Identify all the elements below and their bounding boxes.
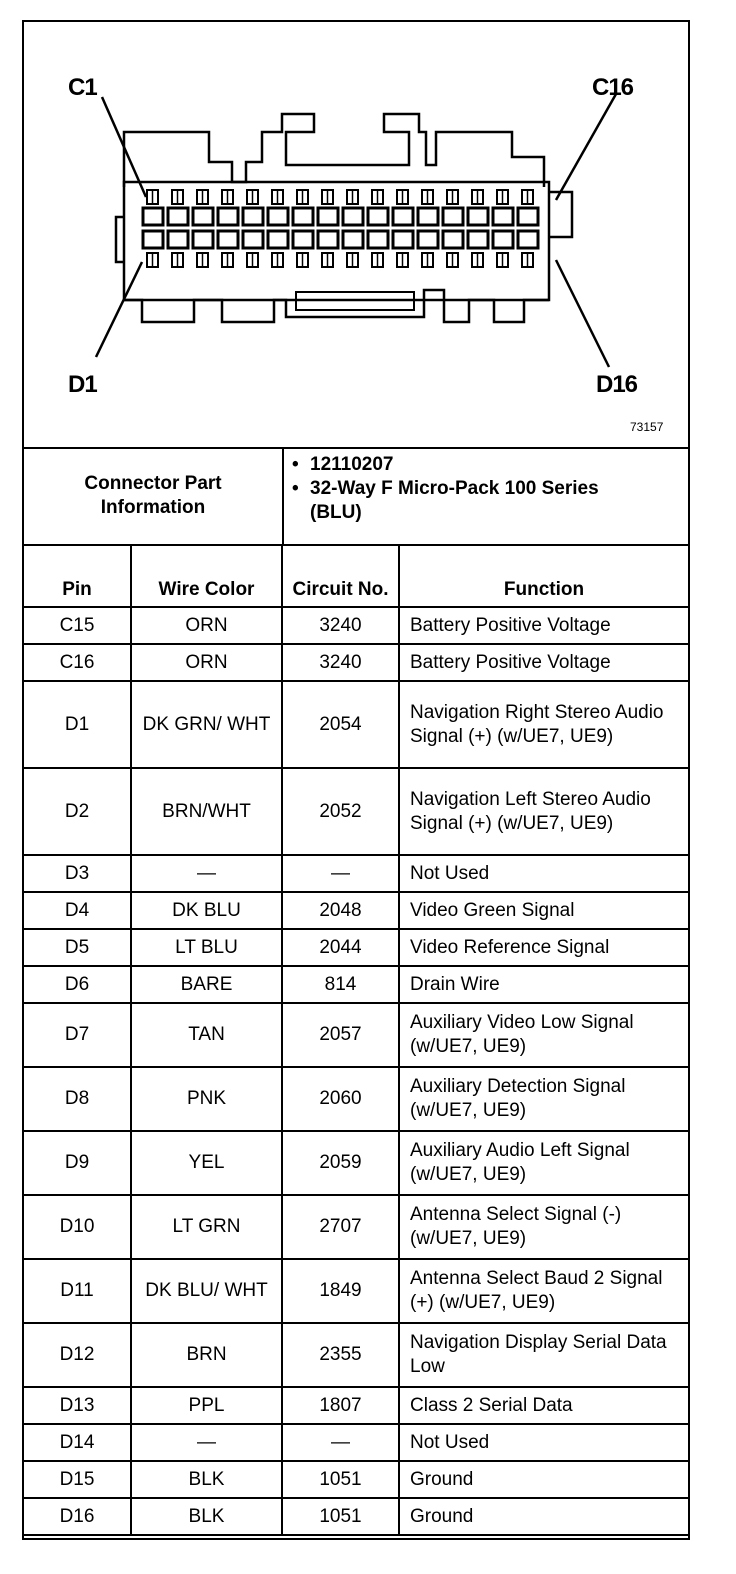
cell-function: Class 2 Serial Data (399, 1387, 688, 1424)
pin-cavity-c (293, 208, 313, 225)
cell-circuit-no: 2060 (282, 1067, 399, 1131)
table-row (24, 1195, 688, 1259)
cell-function: Antenna Select Signal (-) (w/UE7, UE9) (399, 1195, 688, 1259)
cell-circuit-no: 1807 (282, 1387, 399, 1424)
cell-function: Video Reference Signal (399, 929, 688, 966)
cell-wire-color: BLK (131, 1498, 282, 1535)
callout-c1: C1 (68, 74, 97, 101)
cell-pin: D1 (24, 681, 131, 768)
cell-wire-color: DK BLU (131, 892, 282, 929)
cell-function: Battery Positive Voltage (399, 607, 688, 644)
table-header-row (24, 544, 688, 607)
pin-cavity-c (418, 208, 438, 225)
connector-part-number: • 12110207 (288, 453, 610, 477)
cell-function: Navigation Display Serial Data Low (399, 1323, 688, 1387)
cell-circuit-no: — (282, 1424, 399, 1461)
table-row (24, 1461, 688, 1498)
pin-cavity-c (243, 208, 263, 225)
callout-d16: D16 (596, 371, 638, 398)
cell-wire-color: BRN/WHT (131, 768, 282, 855)
pin-cavity-c (518, 208, 538, 225)
cell-function: Not Used (399, 1424, 688, 1461)
pin-cavity-d (368, 231, 388, 248)
cell-circuit-no: 2054 (282, 681, 399, 768)
cell-pin: D9 (24, 1131, 131, 1195)
cell-pin: D16 (24, 1498, 131, 1535)
pin-cavity-d (318, 231, 338, 248)
pin-cavity-d (243, 231, 263, 248)
cell-wire-color: DK BLU/ WHT (131, 1259, 282, 1323)
pin-cavity-c (143, 208, 163, 225)
cell-pin: D10 (24, 1195, 131, 1259)
pin-cavity-d (143, 231, 163, 248)
pin-cavity-d (418, 231, 438, 248)
cell-function: Not Used (399, 855, 688, 892)
pin-cavity-c (218, 208, 238, 225)
pin-cavity-d (293, 231, 313, 248)
connector-diagram (24, 22, 688, 449)
table-row (24, 768, 688, 855)
connector-info-list (288, 453, 610, 525)
pin-cavity-c (493, 208, 513, 225)
cell-wire-color: ORN (131, 607, 282, 644)
cell-wire-color: LT BLU (131, 929, 282, 966)
cell-pin: D15 (24, 1461, 131, 1498)
cell-circuit-no: 2059 (282, 1131, 399, 1195)
cell-wire-color: PNK (131, 1067, 282, 1131)
pin-cavity-d (468, 231, 488, 248)
cell-function: Battery Positive Voltage (399, 644, 688, 681)
cell-circuit-no: 2057 (282, 1003, 399, 1067)
cell-function: Auxiliary Detection Signal (w/UE7, UE9) (399, 1067, 688, 1131)
cell-wire-color: BLK (131, 1461, 282, 1498)
table-row (24, 1323, 688, 1387)
cell-pin: D5 (24, 929, 131, 966)
pinout-table (24, 544, 688, 1536)
cell-wire-color: PPL (131, 1387, 282, 1424)
cell-circuit-no: 3240 (282, 644, 399, 681)
header-wire-color: Wire Color (131, 544, 282, 607)
pin-cavity-c (443, 208, 463, 225)
pin-cavity-d (218, 231, 238, 248)
pin-cavity-d (168, 231, 188, 248)
pin-cavity-c (468, 208, 488, 225)
cell-function: Navigation Left Stereo Audio Signal (+) (w/UE7, UE9) (399, 768, 688, 855)
table-row (24, 1424, 688, 1461)
cell-circuit-no: 1051 (282, 1498, 399, 1535)
table-row (24, 1003, 688, 1067)
pin-cavity-d (443, 231, 463, 248)
cell-function: Auxiliary Audio Left Signal (w/UE7, UE9) (399, 1131, 688, 1195)
table-row (24, 929, 688, 966)
cell-circuit-no: 1849 (282, 1259, 399, 1323)
cell-pin: D6 (24, 966, 131, 1003)
pin-cavity-c (193, 208, 213, 225)
table-row (24, 644, 688, 681)
cell-wire-color: ORN (131, 644, 282, 681)
cell-function: Ground (399, 1498, 688, 1535)
pin-cavity-d (493, 231, 513, 248)
pin-cavity-c (268, 208, 288, 225)
table-row (24, 681, 688, 768)
connector-info (24, 447, 688, 546)
pin-cavity-d (518, 231, 538, 248)
table-row (24, 1067, 688, 1131)
pin-cavity-d (343, 231, 363, 248)
connector-info-label (24, 447, 284, 544)
callout-d1: D1 (68, 371, 97, 398)
connector-face-illustration (24, 22, 688, 447)
table-row (24, 1498, 688, 1535)
cell-circuit-no: 2052 (282, 768, 399, 855)
cell-function: Drain Wire (399, 966, 688, 1003)
cell-function: Auxiliary Video Low Signal (w/UE7, UE9) (399, 1003, 688, 1067)
cell-wire-color: BRN (131, 1323, 282, 1387)
pin-cavity-c (393, 208, 413, 225)
cell-pin: C15 (24, 607, 131, 644)
callout-c16: C16 (592, 74, 634, 101)
cell-pin: D8 (24, 1067, 131, 1131)
cell-circuit-no: — (282, 855, 399, 892)
cell-pin: D2 (24, 768, 131, 855)
cell-pin: D7 (24, 1003, 131, 1067)
header-circuit-no: Circuit No. (282, 544, 399, 607)
cell-wire-color: YEL (131, 1131, 282, 1195)
table-row (24, 892, 688, 929)
cell-pin: D14 (24, 1424, 131, 1461)
table-row (24, 1387, 688, 1424)
cell-pin: D12 (24, 1323, 131, 1387)
figure-number: 73157 (630, 420, 664, 434)
pin-cavity-c (343, 208, 363, 225)
connector-info-label-text: Connector Part Information (84, 472, 222, 518)
pin-cavity-d (393, 231, 413, 248)
cell-wire-color: — (131, 1424, 282, 1461)
cell-function: Antenna Select Baud 2 Signal (+) (w/UE7, UE9) (399, 1259, 688, 1323)
cell-wire-color: TAN (131, 1003, 282, 1067)
cell-circuit-no: 2707 (282, 1195, 399, 1259)
connector-description: • 32-Way F Micro-Pack 100 Series (BLU) (288, 477, 610, 525)
table-row (24, 607, 688, 644)
pin-cavity-c (368, 208, 388, 225)
pin-cavity-c (318, 208, 338, 225)
cell-pin: D13 (24, 1387, 131, 1424)
cell-function: Navigation Right Stereo Audio Signal (+) (w/UE7, UE9) (399, 681, 688, 768)
cell-circuit-no: 814 (282, 966, 399, 1003)
cell-circuit-no: 2048 (282, 892, 399, 929)
cell-circuit-no: 1051 (282, 1461, 399, 1498)
table-row (24, 966, 688, 1003)
connector-sheet (22, 20, 690, 1540)
pin-cavity-d (193, 231, 213, 248)
header-pin: Pin (24, 544, 131, 607)
cell-wire-color: DK GRN/ WHT (131, 681, 282, 768)
cell-circuit-no: 2355 (282, 1323, 399, 1387)
pin-cavity-d (268, 231, 288, 248)
cell-wire-color: LT GRN (131, 1195, 282, 1259)
cell-pin: D11 (24, 1259, 131, 1323)
table-row (24, 1259, 688, 1323)
cell-pin: D3 (24, 855, 131, 892)
cell-function: Ground (399, 1461, 688, 1498)
header-function: Function (399, 544, 688, 607)
pin-cavity-c (168, 208, 188, 225)
cell-circuit-no: 2044 (282, 929, 399, 966)
table-row (24, 855, 688, 892)
cell-function: Video Green Signal (399, 892, 688, 929)
cell-pin: D4 (24, 892, 131, 929)
table-row (24, 1131, 688, 1195)
cell-wire-color: — (131, 855, 282, 892)
cell-circuit-no: 3240 (282, 607, 399, 644)
cell-pin: C16 (24, 644, 131, 681)
cell-wire-color: BARE (131, 966, 282, 1003)
